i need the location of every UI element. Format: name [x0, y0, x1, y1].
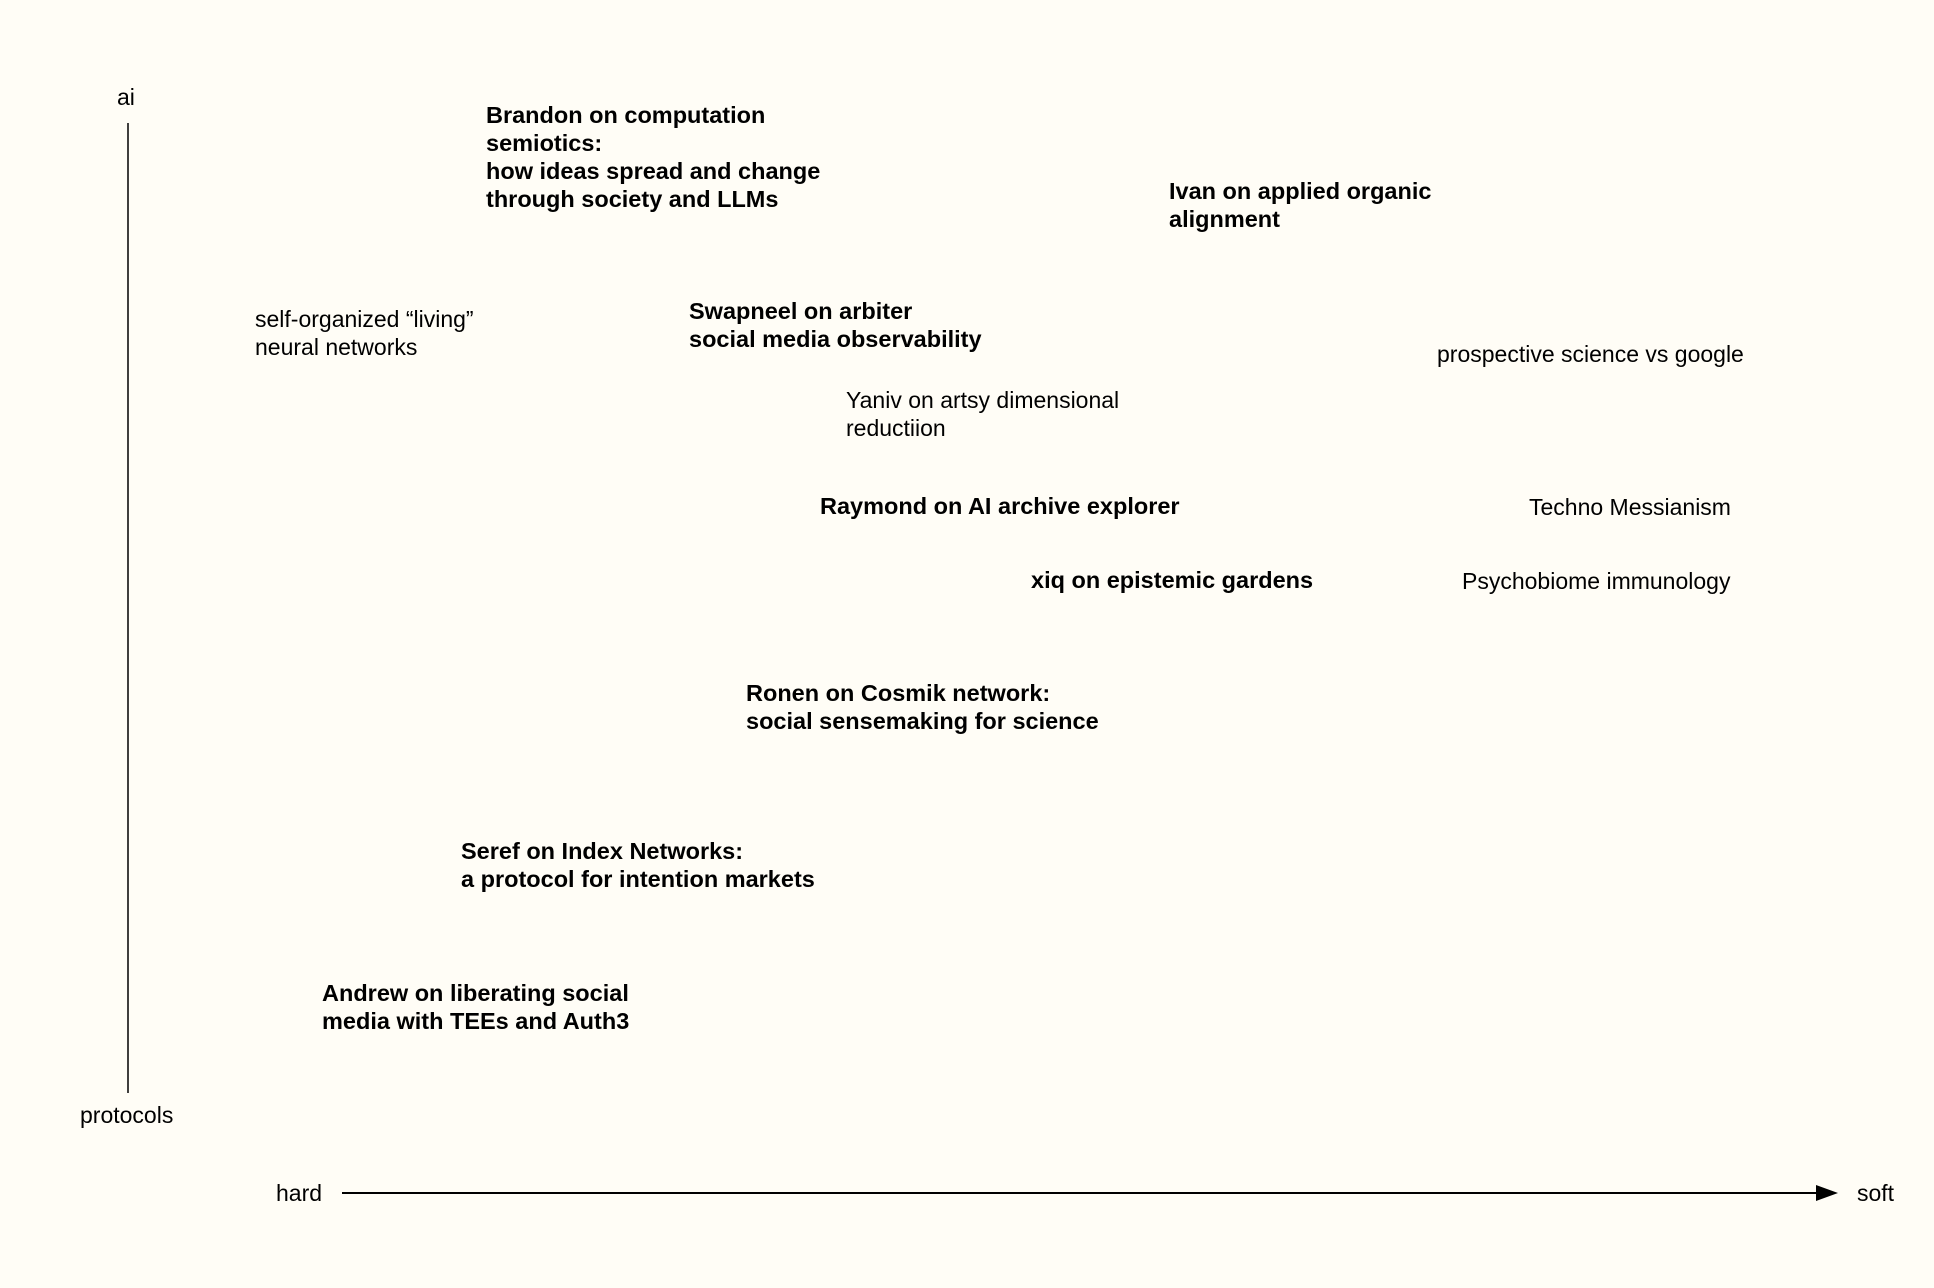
topic-line: semiotics:: [486, 130, 603, 156]
topic-line: a protocol for intention markets: [461, 866, 815, 892]
topic-xiq: [1031, 566, 1313, 594]
topic-seref: [461, 837, 815, 893]
topic-line: Yaniv on artsy dimensional: [846, 387, 1120, 413]
topic-psychobiome: [1462, 567, 1730, 595]
topic-line: prospective science vs google: [1437, 341, 1744, 367]
topic-prospective-science: [1437, 340, 1744, 368]
topic-line: social sensemaking for science: [746, 708, 1099, 734]
y-axis-top-label: ai: [117, 84, 135, 110]
y-axis-bottom-label: protocols: [80, 1102, 174, 1128]
topic-raymond: [820, 492, 1180, 520]
topic-brandon: [486, 101, 820, 213]
topic-line: through society and LLMs: [486, 186, 779, 212]
topic-ronen: [746, 679, 1099, 735]
topic-line: Seref on Index Networks:: [461, 838, 744, 864]
topic-andrew: [322, 979, 629, 1035]
x-axis-right-label: soft: [1857, 1180, 1895, 1206]
topic-line: reductiion: [846, 415, 946, 441]
topic-line: Swapneel on arbiter: [689, 298, 913, 324]
topic-line: Ivan on applied organic: [1169, 178, 1432, 204]
topic-line: alignment: [1169, 206, 1280, 232]
topic-line: Psychobiome immunology: [1462, 568, 1731, 594]
topic-line: Brandon on computation: [486, 102, 766, 128]
topic-line: Raymond on AI archive explorer: [820, 493, 1180, 519]
topic-line: social media observability: [689, 326, 982, 352]
arrow-right-icon: [1816, 1185, 1838, 1201]
topic-line: self-organized “living”: [255, 306, 474, 332]
topic-line: Ronen on Cosmik network:: [746, 680, 1051, 706]
topic-line: Techno Messianism: [1529, 494, 1731, 520]
topic-ivan: [1169, 177, 1431, 233]
topic-line: how ideas spread and change: [486, 158, 821, 184]
topic-line: media with TEEs and Auth3: [322, 1008, 630, 1034]
topic-yaniv: [846, 386, 1119, 442]
topic-line: neural networks: [255, 334, 418, 360]
x-axis-left-label: hard: [276, 1180, 323, 1206]
topic-techno-messianism: [1529, 493, 1731, 521]
topic-self-organized: [255, 305, 474, 361]
topic-swapneel: [689, 297, 982, 353]
topic-line: Andrew on liberating social: [322, 980, 629, 1006]
topic-line: xiq on epistemic gardens: [1031, 567, 1314, 593]
